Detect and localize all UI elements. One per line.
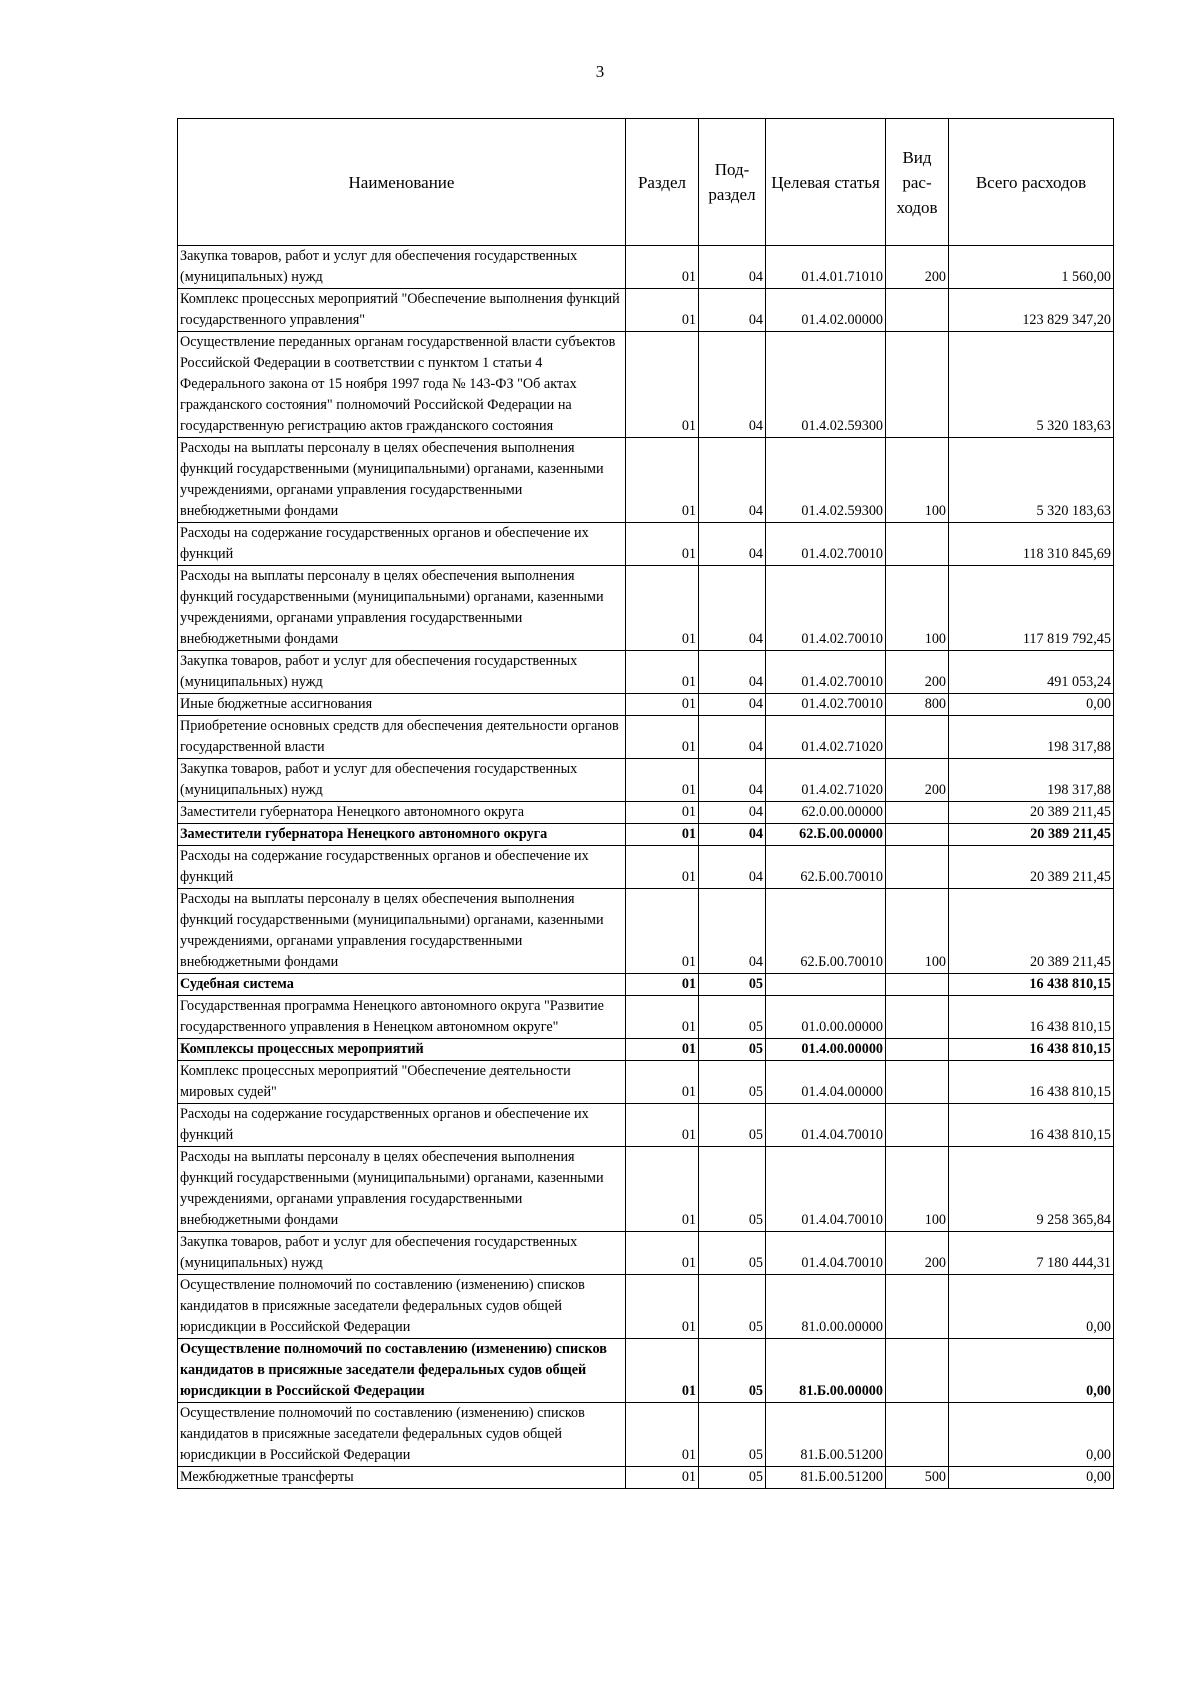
cell-razdel: 01 xyxy=(626,332,699,438)
cell-name: Расходы на выплаты персоналу в целях обеспечения выполнения функций государственными (муниципальными) органами, казенными учреждениями, органами управления государственными внебюджетными фондами xyxy=(178,1147,626,1232)
cell-name: Заместители губернатора Ненецкого автономного округа xyxy=(178,802,626,824)
cell-total: 16 438 810,15 xyxy=(949,974,1114,996)
cell-name: Расходы на содержание государственных органов и обеспечение их функций xyxy=(178,523,626,566)
header-razdel: Раздел xyxy=(626,119,699,246)
header-name: Наименование xyxy=(178,119,626,246)
table-row xyxy=(178,716,1114,759)
cell-podrazdel: 04 xyxy=(699,716,766,759)
table-row xyxy=(178,1339,1114,1403)
cell-razdel: 01 xyxy=(626,889,699,974)
cell-total: 16 438 810,15 xyxy=(949,1104,1114,1147)
table-row xyxy=(178,1232,1114,1275)
cell-podrazdel: 04 xyxy=(699,332,766,438)
table-row xyxy=(178,996,1114,1039)
cell-total: 7 180 444,31 xyxy=(949,1232,1114,1275)
cell-podrazdel: 05 xyxy=(699,1339,766,1403)
cell-vid-rashodov: 200 xyxy=(886,246,949,289)
cell-razdel: 01 xyxy=(626,523,699,566)
table-row xyxy=(178,802,1114,824)
cell-razdel: 01 xyxy=(626,246,699,289)
cell-razdel: 01 xyxy=(626,1275,699,1339)
cell-razdel: 01 xyxy=(626,1403,699,1467)
cell-name: Расходы на выплаты персоналу в целях обеспечения выполнения функций государственными (муниципальными) органами, казенными учреждениями, органами управления государственными внебюджетными фондами xyxy=(178,889,626,974)
cell-vid-rashodov xyxy=(886,332,949,438)
cell-podrazdel: 04 xyxy=(699,889,766,974)
cell-razdel: 01 xyxy=(626,759,699,802)
table-row xyxy=(178,1275,1114,1339)
cell-razdel: 01 xyxy=(626,1467,699,1489)
cell-celevaya-statya: 62.0.00.00000 xyxy=(766,802,886,824)
cell-celevaya-statya: 62.Б.00.70010 xyxy=(766,846,886,889)
table-row xyxy=(178,1039,1114,1061)
cell-total: 5 320 183,63 xyxy=(949,332,1114,438)
cell-podrazdel: 05 xyxy=(699,1039,766,1061)
cell-vid-rashodov xyxy=(886,289,949,332)
cell-razdel: 01 xyxy=(626,1039,699,1061)
cell-podrazdel: 04 xyxy=(699,246,766,289)
table-row xyxy=(178,289,1114,332)
cell-vid-rashodov: 200 xyxy=(886,651,949,694)
cell-celevaya-statya: 01.4.02.71020 xyxy=(766,759,886,802)
cell-total: 16 438 810,15 xyxy=(949,996,1114,1039)
cell-razdel: 01 xyxy=(626,846,699,889)
cell-celevaya-statya: 01.4.04.70010 xyxy=(766,1147,886,1232)
cell-name: Комплексы процессных мероприятий xyxy=(178,1039,626,1061)
cell-name: Иные бюджетные ассигнования xyxy=(178,694,626,716)
cell-total: 198 317,88 xyxy=(949,759,1114,802)
table-row xyxy=(178,332,1114,438)
cell-vid-rashodov xyxy=(886,523,949,566)
cell-podrazdel: 05 xyxy=(699,1061,766,1104)
cell-vid-rashodov: 100 xyxy=(886,438,949,523)
cell-total: 20 389 211,45 xyxy=(949,846,1114,889)
cell-podrazdel: 05 xyxy=(699,974,766,996)
cell-name: Расходы на выплаты персоналу в целях обеспечения выполнения функций государственными (муниципальными) органами, казенными учреждениями, органами управления государственными внебюджетными фондами xyxy=(178,438,626,523)
cell-podrazdel: 05 xyxy=(699,1403,766,1467)
cell-podrazdel: 04 xyxy=(699,824,766,846)
cell-podrazdel: 05 xyxy=(699,1104,766,1147)
table-row xyxy=(178,438,1114,523)
cell-razdel: 01 xyxy=(626,802,699,824)
cell-podrazdel: 04 xyxy=(699,694,766,716)
cell-celevaya-statya: 62.Б.00.00000 xyxy=(766,824,886,846)
table-row xyxy=(178,846,1114,889)
table-row xyxy=(178,246,1114,289)
cell-total: 16 438 810,15 xyxy=(949,1039,1114,1061)
cell-name: Закупка товаров, работ и услуг для обеспечения государственных (муниципальных) нужд xyxy=(178,651,626,694)
table-row xyxy=(178,824,1114,846)
table-row xyxy=(178,889,1114,974)
cell-total: 5 320 183,63 xyxy=(949,438,1114,523)
cell-celevaya-statya: 01.0.00.00000 xyxy=(766,996,886,1039)
cell-celevaya-statya: 01.4.00.00000 xyxy=(766,1039,886,1061)
table-body xyxy=(178,246,1114,1489)
cell-total: 0,00 xyxy=(949,1467,1114,1489)
cell-razdel: 01 xyxy=(626,974,699,996)
cell-vid-rashodov: 500 xyxy=(886,1467,949,1489)
cell-name: Закупка товаров, работ и услуг для обеспечения государственных (муниципальных) нужд xyxy=(178,1232,626,1275)
cell-razdel: 01 xyxy=(626,716,699,759)
table-row xyxy=(178,566,1114,651)
cell-vid-rashodov xyxy=(886,996,949,1039)
cell-name: Осуществление полномочий по составлению (изменению) списков кандидатов в присяжные заседатели федеральных судов общей юрисдикции в Российской Федерации xyxy=(178,1339,626,1403)
cell-celevaya-statya: 01.4.02.70010 xyxy=(766,523,886,566)
cell-celevaya-statya: 81.Б.00.51200 xyxy=(766,1467,886,1489)
cell-celevaya-statya: 01.4.04.70010 xyxy=(766,1232,886,1275)
table-row xyxy=(178,694,1114,716)
cell-total: 491 053,24 xyxy=(949,651,1114,694)
cell-total: 20 389 211,45 xyxy=(949,802,1114,824)
cell-name: Заместители губернатора Ненецкого автономного округа xyxy=(178,824,626,846)
cell-podrazdel: 05 xyxy=(699,996,766,1039)
cell-celevaya-statya: 01.4.02.71020 xyxy=(766,716,886,759)
cell-vid-rashodov xyxy=(886,1275,949,1339)
cell-razdel: 01 xyxy=(626,1339,699,1403)
cell-razdel: 01 xyxy=(626,651,699,694)
cell-vid-rashodov: 200 xyxy=(886,759,949,802)
cell-podrazdel: 04 xyxy=(699,566,766,651)
cell-total: 123 829 347,20 xyxy=(949,289,1114,332)
cell-vid-rashodov xyxy=(886,802,949,824)
cell-podrazdel: 04 xyxy=(699,651,766,694)
cell-total: 9 258 365,84 xyxy=(949,1147,1114,1232)
cell-total: 198 317,88 xyxy=(949,716,1114,759)
cell-total: 0,00 xyxy=(949,694,1114,716)
cell-vid-rashodov xyxy=(886,1104,949,1147)
cell-name: Расходы на содержание государственных органов и обеспечение их функций xyxy=(178,1104,626,1147)
cell-razdel: 01 xyxy=(626,996,699,1039)
cell-celevaya-statya: 81.Б.00.51200 xyxy=(766,1403,886,1467)
cell-name: Государственная программа Ненецкого автономного округа "Развитие государственного управления в Ненецком автономном округе" xyxy=(178,996,626,1039)
cell-name: Комплекс процессных мероприятий "Обеспечение деятельности мировых судей" xyxy=(178,1061,626,1104)
cell-celevaya-statya: 01.4.02.70010 xyxy=(766,566,886,651)
cell-celevaya-statya: 01.4.01.71010 xyxy=(766,246,886,289)
cell-vid-rashodov: 100 xyxy=(886,1147,949,1232)
cell-podrazdel: 04 xyxy=(699,289,766,332)
cell-celevaya-statya: 01.4.02.70010 xyxy=(766,694,886,716)
table-row xyxy=(178,1104,1114,1147)
cell-podrazdel: 04 xyxy=(699,846,766,889)
cell-total: 16 438 810,15 xyxy=(949,1061,1114,1104)
cell-vid-rashodov xyxy=(886,1339,949,1403)
cell-razdel: 01 xyxy=(626,1147,699,1232)
cell-name: Расходы на содержание государственных органов и обеспечение их функций xyxy=(178,846,626,889)
cell-razdel: 01 xyxy=(626,694,699,716)
table-row xyxy=(178,651,1114,694)
cell-razdel: 01 xyxy=(626,1232,699,1275)
cell-razdel: 01 xyxy=(626,438,699,523)
header-vsego-rashodov: Всего расходов xyxy=(949,119,1114,246)
table-header-row xyxy=(178,119,1114,246)
cell-name: Осуществление переданных органам государственной власти субъектов Российской Федерации в соответствии с пунктом 1 статьи 4 Федерального закона от 15 ноября 1997 года № 143-ФЗ "Об актах гражданского состояния" полномочий Российской Федерации на государственную регистрацию актов гражданского состояния xyxy=(178,332,626,438)
cell-podrazdel: 05 xyxy=(699,1232,766,1275)
cell-vid-rashodov xyxy=(886,716,949,759)
cell-total: 0,00 xyxy=(949,1275,1114,1339)
cell-podrazdel: 04 xyxy=(699,438,766,523)
cell-total: 20 389 211,45 xyxy=(949,824,1114,846)
table-row xyxy=(178,1403,1114,1467)
cell-name: Осуществление полномочий по составлению (изменению) списков кандидатов в присяжные заседатели федеральных судов общей юрисдикции в Российской Федерации xyxy=(178,1275,626,1339)
cell-podrazdel: 05 xyxy=(699,1275,766,1339)
table-row xyxy=(178,1467,1114,1489)
cell-total: 0,00 xyxy=(949,1403,1114,1467)
cell-razdel: 01 xyxy=(626,566,699,651)
cell-razdel: 01 xyxy=(626,289,699,332)
budget-table xyxy=(177,118,1114,1489)
cell-vid-rashodov: 100 xyxy=(886,566,949,651)
table-row xyxy=(178,974,1114,996)
cell-vid-rashodov xyxy=(886,974,949,996)
cell-razdel: 01 xyxy=(626,824,699,846)
table-row xyxy=(178,523,1114,566)
cell-celevaya-statya: 01.4.02.70010 xyxy=(766,651,886,694)
cell-vid-rashodov xyxy=(886,1039,949,1061)
header-celevaya-statya: Целевая статья xyxy=(766,119,886,246)
cell-name: Закупка товаров, работ и услуг для обеспечения государственных (муниципальных) нужд xyxy=(178,246,626,289)
cell-total: 0,00 xyxy=(949,1339,1114,1403)
cell-razdel: 01 xyxy=(626,1061,699,1104)
cell-podrazdel: 04 xyxy=(699,802,766,824)
cell-vid-rashodov xyxy=(886,824,949,846)
cell-name: Межбюджетные трансферты xyxy=(178,1467,626,1489)
cell-celevaya-statya: 01.4.02.59300 xyxy=(766,438,886,523)
page-number: 3 xyxy=(595,62,605,81)
cell-celevaya-statya: 01.4.02.00000 xyxy=(766,289,886,332)
cell-name: Расходы на выплаты персоналу в целях обеспечения выполнения функций государственными (муниципальными) органами, казенными учреждениями, органами управления государственными внебюджетными фондами xyxy=(178,566,626,651)
header-podrazdel: Под-раздел xyxy=(699,119,766,246)
cell-razdel: 01 xyxy=(626,1104,699,1147)
cell-name: Комплекс процессных мероприятий "Обеспечение выполнения функций государственного управления" xyxy=(178,289,626,332)
cell-podrazdel: 04 xyxy=(699,523,766,566)
cell-name: Осуществление полномочий по составлению (изменению) списков кандидатов в присяжные заседатели федеральных судов общей юрисдикции в Российской Федерации xyxy=(178,1403,626,1467)
cell-name: Приобретение основных средств для обеспечения деятельности органов государственной власти xyxy=(178,716,626,759)
cell-vid-rashodov: 200 xyxy=(886,1232,949,1275)
cell-celevaya-statya xyxy=(766,974,886,996)
cell-celevaya-statya: 01.4.04.00000 xyxy=(766,1061,886,1104)
cell-vid-rashodov: 800 xyxy=(886,694,949,716)
cell-total: 1 560,00 xyxy=(949,246,1114,289)
header-vid-rashodov: Вид рас-ходов xyxy=(886,119,949,246)
cell-podrazdel: 04 xyxy=(699,759,766,802)
cell-celevaya-statya: 81.Б.00.00000 xyxy=(766,1339,886,1403)
cell-celevaya-statya: 81.0.00.00000 xyxy=(766,1275,886,1339)
cell-celevaya-statya: 01.4.02.59300 xyxy=(766,332,886,438)
cell-total: 20 389 211,45 xyxy=(949,889,1114,974)
table-row xyxy=(178,1061,1114,1104)
cell-vid-rashodov xyxy=(886,1403,949,1467)
cell-vid-rashodov xyxy=(886,846,949,889)
cell-total: 117 819 792,45 xyxy=(949,566,1114,651)
cell-podrazdel: 05 xyxy=(699,1147,766,1232)
cell-vid-rashodov: 100 xyxy=(886,889,949,974)
cell-total: 118 310 845,69 xyxy=(949,523,1114,566)
cell-celevaya-statya: 01.4.04.70010 xyxy=(766,1104,886,1147)
cell-name: Судебная система xyxy=(178,974,626,996)
cell-vid-rashodov xyxy=(886,1061,949,1104)
table-row xyxy=(178,1147,1114,1232)
cell-celevaya-statya: 62.Б.00.70010 xyxy=(766,889,886,974)
cell-name: Закупка товаров, работ и услуг для обеспечения государственных (муниципальных) нужд xyxy=(178,759,626,802)
table-row xyxy=(178,759,1114,802)
cell-podrazdel: 05 xyxy=(699,1467,766,1489)
